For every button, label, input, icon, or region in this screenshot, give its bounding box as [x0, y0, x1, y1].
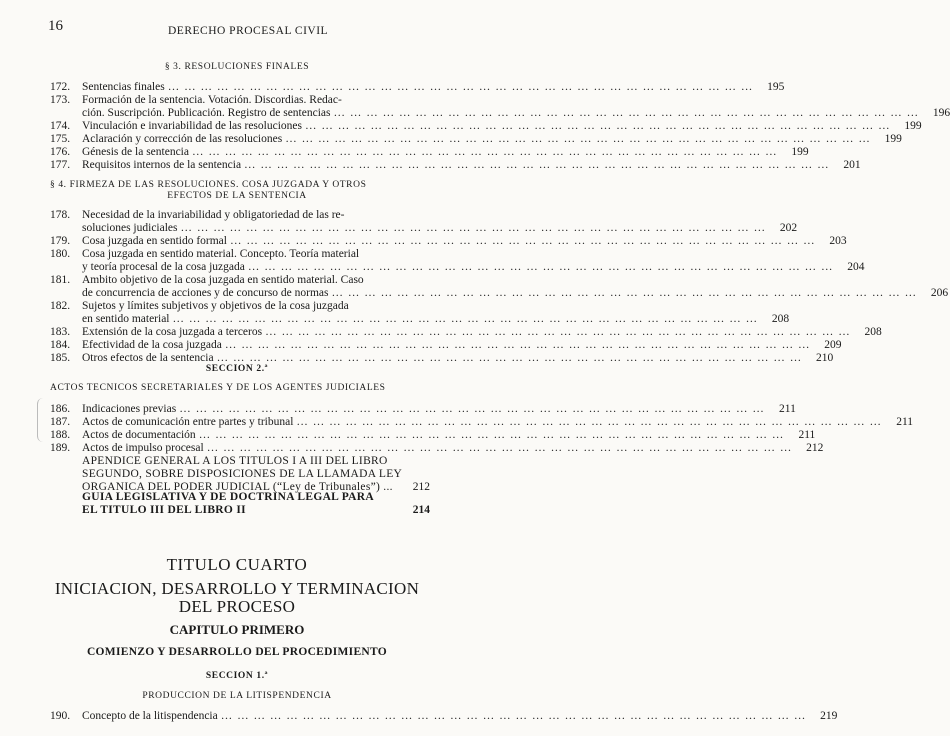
toc-entry-text: Sentencias finales [82, 81, 165, 93]
leader-dots [332, 287, 918, 300]
appendix-line: ORGANICA DEL PODER JUDICIAL (“Ley de Tribunales”) ... [82, 481, 393, 493]
appendix-line: APENDICE GENERAL A LOS TITULOS I A III DEL LIBRO [82, 455, 388, 467]
toc-entry-text: Necesidad de la invariabilidad y obligatoriedad de las re- [82, 209, 345, 221]
titulo-heading-line1: INICIACION, DESARROLLO Y TERMINACION [54, 579, 420, 598]
toc-section-4 [50, 209, 949, 365]
toc-entry-page: 211 [798, 429, 816, 441]
leader-dots [296, 416, 882, 429]
toc-entry-text: Ambito objetivo de la cosa juzgada en sentido material. Caso [82, 274, 364, 286]
toc-entry [50, 403, 796, 416]
toc-entry [50, 416, 914, 429]
toc-entry-text: Génesis de la sentencia [82, 146, 189, 158]
toc-entry-body [82, 403, 796, 416]
toc-entry-text: Efectividad de la cosa juzgada [82, 339, 222, 351]
toc-entry-row [82, 261, 864, 274]
toc-entry [50, 159, 861, 172]
toc-entry-row [82, 287, 948, 300]
toc-entry-text: en sentido material [82, 313, 170, 325]
guia-line: GUIA LEGISLATIVA Y DE DOCTRINA LEGAL PARA [82, 491, 374, 503]
toc-entry-text: Actos de impulso procesal [82, 442, 204, 454]
appendix-page: 212 [412, 481, 430, 493]
toc-entry-page: 202 [779, 222, 798, 234]
toc-entry-page: 195 [767, 81, 785, 93]
seccion-1-title: SECCION 1.ª [205, 671, 269, 681]
toc-entry-text: Otros efectos de la sentencia [82, 352, 214, 364]
section-3-title: § 3. RESOLUCIONES FINALES [164, 62, 310, 72]
toc-entry-number: 185. [50, 352, 71, 364]
toc-entry-number: 184. [50, 339, 71, 351]
toc-entry [50, 326, 882, 339]
toc-entry-row [82, 146, 809, 159]
toc-entry-text: Requisitos internos de la sentencia [82, 159, 242, 171]
toc-entry-page: 211 [779, 403, 796, 415]
leader-dots [168, 81, 754, 94]
toc-entry-number: 180. [50, 248, 71, 260]
toc-entry-body [82, 442, 823, 455]
toc-entry-number: 189. [50, 442, 71, 454]
toc-entry-text: Extensión de la cosa juzgada a terceros [82, 326, 263, 338]
toc-entry-body [82, 710, 837, 723]
margin-bracket-mark [37, 398, 46, 442]
toc-entry-number: 176. [50, 146, 71, 158]
section-4-title-line2: EFECTOS DE LA SENTENCIA [167, 191, 307, 201]
toc-entry-row [82, 326, 882, 339]
toc-entry [50, 235, 847, 248]
toc-entry-page: 211 [896, 416, 914, 428]
toc-entry-body [82, 235, 847, 248]
running-title: DERECHO PROCESAL CIVIL [168, 25, 329, 37]
toc-entry-body [82, 248, 864, 274]
toc-entry-text: ción. Suscripción. Publicación. Registro de sentencias [82, 107, 331, 119]
toc-entry-number: 190. [50, 710, 71, 722]
toc-entry-row [82, 339, 841, 352]
toc-entry-text: Actos de comunicación entre partes y tribunal [82, 416, 294, 428]
toc-entry-text: Concepto de la litispendencia [82, 710, 218, 722]
toc-entry-page: 208 [771, 313, 790, 325]
leader-dots [199, 429, 785, 442]
toc-entry-number: 183. [50, 326, 71, 338]
leader-dots [244, 159, 830, 172]
seccion-2-title: SECCION 2.ª [205, 364, 269, 374]
toc-entry-row [82, 120, 922, 133]
toc-entry-number: 187. [50, 416, 71, 428]
toc-entry-row [82, 442, 823, 455]
toc-entry [50, 209, 798, 235]
leader-dots [305, 120, 891, 133]
toc-entry-page: 199 [884, 133, 902, 145]
toc-entry-text: Cosa juzgada en sentido material. Concepto. Teoría material [82, 248, 360, 260]
toc-entry-row [82, 159, 861, 172]
toc-entry-text: Indicaciones previas [82, 403, 177, 415]
produccion-heading: PRODUCCION DE LA LITISPENDENCIA [142, 691, 332, 701]
toc-entry [50, 710, 838, 723]
toc-entry-text: soluciones judiciales [82, 222, 178, 234]
titulo-heading-line2: DEL PROCESO [178, 597, 296, 616]
titulo-heading [0, 580, 474, 616]
toc-section-3 [50, 81, 950, 172]
toc-entry [50, 429, 816, 442]
leader-dots [207, 442, 793, 455]
toc-entry-page: 210 [815, 352, 834, 364]
toc-entry-page: 199 [791, 146, 809, 158]
toc-entry-body [82, 81, 784, 94]
toc-entry-text: Formación de la sentencia. Votación. Discordias. Redac- [82, 94, 342, 106]
toc-entry-number: 177. [50, 159, 71, 171]
toc-entry-page: 204 [847, 261, 865, 273]
toc-entry-row [82, 416, 913, 429]
toc-entry-body [82, 300, 789, 326]
toc-titulo-4 [50, 710, 838, 723]
toc-entry-number: 172. [50, 81, 71, 93]
toc-entry [50, 94, 950, 120]
toc-entry-row [82, 235, 847, 248]
toc-entry-row [82, 710, 837, 723]
toc-entry-page: 206 [930, 287, 949, 299]
toc-entry-page: 196 [932, 107, 950, 119]
toc-entry-text: Vinculación e invariabilidad de las resoluciones [82, 120, 302, 132]
leader-dots [248, 261, 834, 274]
toc-entry-body [82, 94, 950, 120]
toc-entry-number: 182. [50, 300, 71, 312]
leader-dots [333, 107, 919, 120]
leader-dots [285, 133, 871, 146]
appendix-entry [82, 455, 430, 494]
toc-entry-text: Sujetos y límites subjetivos y objetivos de la cosa juzgada [82, 300, 349, 312]
leader-dots [230, 235, 816, 248]
titulo-cuarto: TITULO CUARTO [166, 555, 308, 574]
leader-dots [179, 403, 765, 416]
toc-entry-body [82, 326, 882, 339]
toc-entry [50, 339, 842, 352]
guia-entry [82, 491, 430, 517]
toc-entry-text: Actos de documentación [82, 429, 196, 441]
toc-entry-number: 181. [50, 274, 71, 286]
toc-entry-number: 173. [50, 94, 71, 106]
toc-entry-row [82, 313, 789, 326]
toc-entry-row [82, 81, 784, 94]
toc-entry-row [82, 133, 902, 146]
appendix-line: SEGUNDO, SOBRE DISPOSICIONES DE LA LLAMADA LEY [82, 468, 403, 480]
seccion-2-subtitle: ACTOS TECNICOS SECRETARIALES Y DE LOS AGENTES JUDICIALES [50, 383, 386, 393]
comienzo-heading: COMIENZO Y DESARROLLO DEL PROCEDIMIENTO [86, 646, 388, 658]
toc-entry-body [82, 159, 861, 172]
toc-entry [50, 442, 824, 455]
toc-entry-row [82, 107, 950, 120]
toc-entry-page: 212 [806, 442, 824, 454]
toc-entry-number: 178. [50, 209, 71, 221]
toc-entry-page: 199 [904, 120, 922, 132]
toc-entry-row [82, 429, 815, 442]
appendix-text [82, 455, 430, 494]
toc-entry [50, 133, 902, 146]
page-number: 16 [48, 18, 63, 34]
toc-entry-page: 219 [820, 710, 838, 722]
guia-line: EL TITULO III DEL LIBRO II [82, 504, 246, 516]
toc-entry [50, 300, 790, 326]
toc-seccion-2 [50, 403, 914, 455]
toc-entry-text: Cosa juzgada en sentido formal [82, 235, 227, 247]
toc-entry-page: 208 [864, 326, 882, 338]
toc-entry-body [82, 120, 922, 133]
toc-entry-text: de concurrencia de acciones y de concurso de normas [82, 287, 329, 299]
toc-entry [50, 81, 785, 94]
leader-dots [181, 222, 767, 235]
toc-entry-body [82, 429, 815, 442]
leader-dots [173, 313, 759, 326]
toc-entry-body [82, 339, 841, 352]
toc-entry-body [82, 133, 902, 146]
toc-entry-body [82, 209, 797, 235]
leader-dots [221, 710, 807, 723]
toc-entry-page: 203 [829, 235, 847, 247]
toc-entry-text: y teoría procesal de la cosa juzgada [82, 261, 245, 273]
toc-entry-body [82, 416, 913, 429]
toc-entry-number: 174. [50, 120, 71, 132]
capitulo-title: CAPITULO PRIMERO [169, 622, 305, 637]
section-4-title-line1: § 4. FIRMEZA DE LAS RESOLUCIONES. COSA JUZGADA Y OTROS [50, 180, 367, 190]
toc-entry [50, 146, 809, 159]
toc-entry-number: 179. [50, 235, 71, 247]
leader-dots [225, 339, 811, 352]
toc-entry-body [82, 274, 948, 300]
toc-entry-number: 175. [50, 133, 71, 145]
toc-entry-number: 188. [50, 429, 71, 441]
toc-entry-row [82, 403, 796, 416]
toc-entry-body [82, 146, 809, 159]
guia-page: 214 [412, 504, 430, 516]
toc-entry [50, 248, 865, 274]
leader-dots [192, 146, 778, 159]
toc-entry-page: 209 [824, 339, 842, 351]
toc-entry [50, 274, 949, 300]
toc-entry-number: 186. [50, 403, 71, 415]
leader-dots [265, 326, 851, 339]
toc-entry-row [82, 222, 797, 235]
toc-entry-text: Aclaración y corrección de las resoluciones [82, 133, 283, 145]
toc-entry-page: 201 [843, 159, 861, 171]
toc-entry [50, 120, 922, 133]
